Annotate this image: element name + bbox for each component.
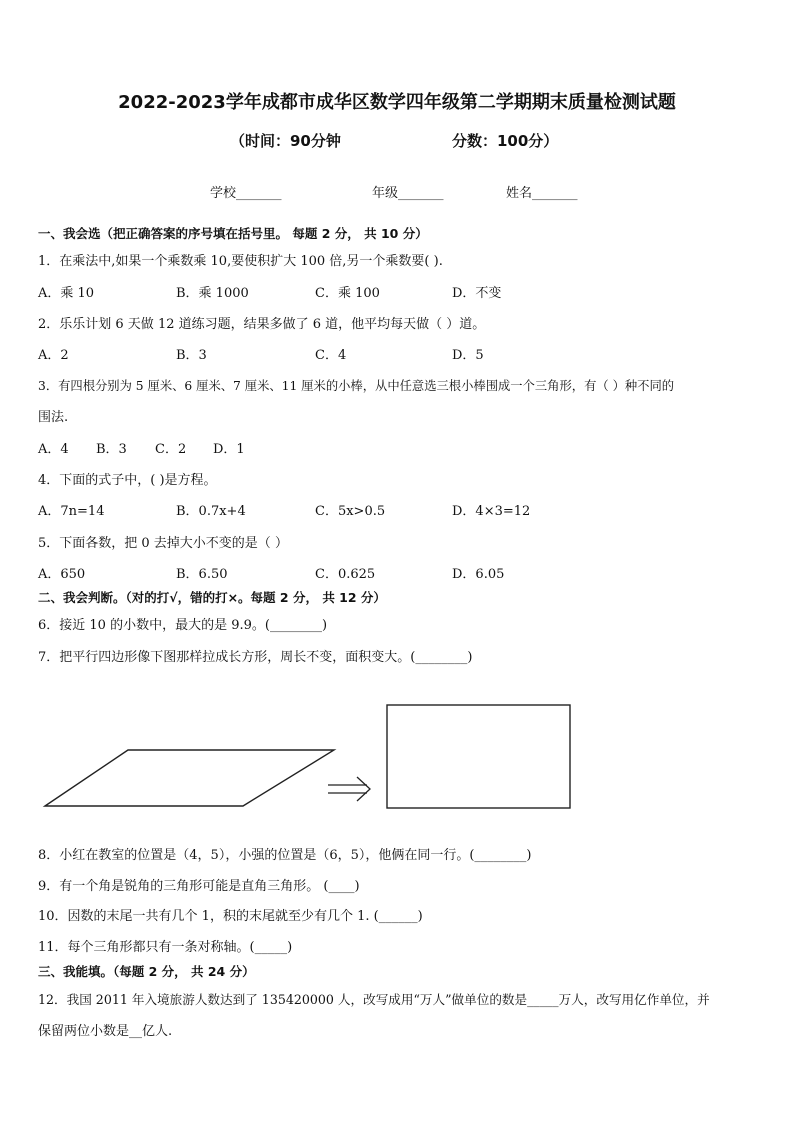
page-title: 2022-2023学年成都市成华区数学四年级第二学期期末质量检测试题 <box>118 92 676 113</box>
question-3-cont: 围法. <box>38 410 69 425</box>
section-1-heading: 一、我会选（把正确答案的序号填在括号里。 每题 2 分， 共 10 分） <box>38 226 428 241</box>
q2-option-c: C．4 <box>315 348 347 363</box>
q2-option-b: B．3 <box>176 348 207 363</box>
q4-option-b: B．0.7x+4 <box>176 504 246 519</box>
q1-option-d: D．不变 <box>452 286 502 301</box>
question-12: 12．我国 2011 年入境旅游人数达到了 135420000 人，改写成用“万人”做单位的数是_____万人，改写用亿作单位，并 <box>38 992 710 1007</box>
question-2: 2．乐乐计划 6 天做 12 道练习题，结果多做了 6 道，他平均每天做（ ）道。 <box>38 317 486 332</box>
question-12-cont: 保留两位小数是__亿人. <box>38 1024 173 1039</box>
q1-option-c: C．乘 100 <box>315 286 380 301</box>
q2-option-d: D．5 <box>452 348 484 363</box>
question-10: 10．因数的末尾一共有几个 1，积的末尾就至少有几个 1. (______) <box>38 909 423 924</box>
q4-option-d: D．4×3=12 <box>452 504 531 519</box>
q1-option-a: A．乘 10 <box>38 286 95 301</box>
rectangle-shape <box>387 705 570 808</box>
section-3-heading: 三、我能填。（每题 2 分， 共 24 分） <box>38 964 255 979</box>
name-field: 姓名_______ <box>506 186 578 201</box>
q4-option-a: A．7n=14 <box>38 504 105 519</box>
question-3: 3．有四根分别为 5 厘米、6 厘米、7 厘米、11 厘米的小棒，从中任意选三根小棒围成一个三角形，有（ ）种不同的 <box>38 379 675 393</box>
question-8: 8．小红在教室的位置是（4，5），小强的位置是（6，5），他俩在同一行。(________) <box>38 848 532 863</box>
q3-option-b: B．3 <box>96 442 127 457</box>
q5-option-d: D．6.05 <box>452 567 505 582</box>
q5-option-c: C．0.625 <box>315 567 376 582</box>
q3-option-c: C．2 <box>155 442 187 457</box>
q4-option-c: C．5x>0.5 <box>315 504 386 519</box>
q1-option-b: B．乘 1000 <box>176 286 249 301</box>
q5-option-a: A．650 <box>38 567 86 582</box>
question-11: 11．每个三角形都只有一条对称轴。(_____) <box>38 940 293 955</box>
question-9: 9．有一个角是锐角的三角形可能是直角三角形。 (____) <box>38 879 360 894</box>
question-5: 5．下面各数，把 0 去掉大小不变的是（ ） <box>38 536 288 551</box>
grade-field: 年级_______ <box>372 186 444 201</box>
q3-option-d: D．1 <box>213 442 245 457</box>
q3-option-a: A．4 <box>38 442 69 457</box>
parallelogram-shape <box>45 750 334 806</box>
exam-time: （时间：90分钟 <box>230 132 341 150</box>
section-2-heading: 二、我会判断。（对的打√，错的打×。每题 2 分， 共 12 分） <box>38 590 386 605</box>
question-4: 4．下面的式子中，( )是方程。 <box>38 473 217 488</box>
q5-option-b: B．6.50 <box>176 567 228 582</box>
school-field: 学校_______ <box>210 186 282 201</box>
question-7: 7．把平行四边形像下图那样拉成长方形，周长不变，面积变大。(________) <box>38 650 473 665</box>
question-1: 1．在乘法中,如果一个乘数乘 10,要使积扩大 100 倍,另一个乘数要( ). <box>38 254 443 269</box>
exam-score: 分数：100分） <box>452 132 559 150</box>
parallelogram-to-rectangle-figure <box>40 700 580 812</box>
question-6: 6．接近 10 的小数中，最大的是 9.9。(________) <box>38 618 328 633</box>
q2-option-a: A．2 <box>38 348 69 363</box>
right-arrow-icon <box>328 777 370 801</box>
